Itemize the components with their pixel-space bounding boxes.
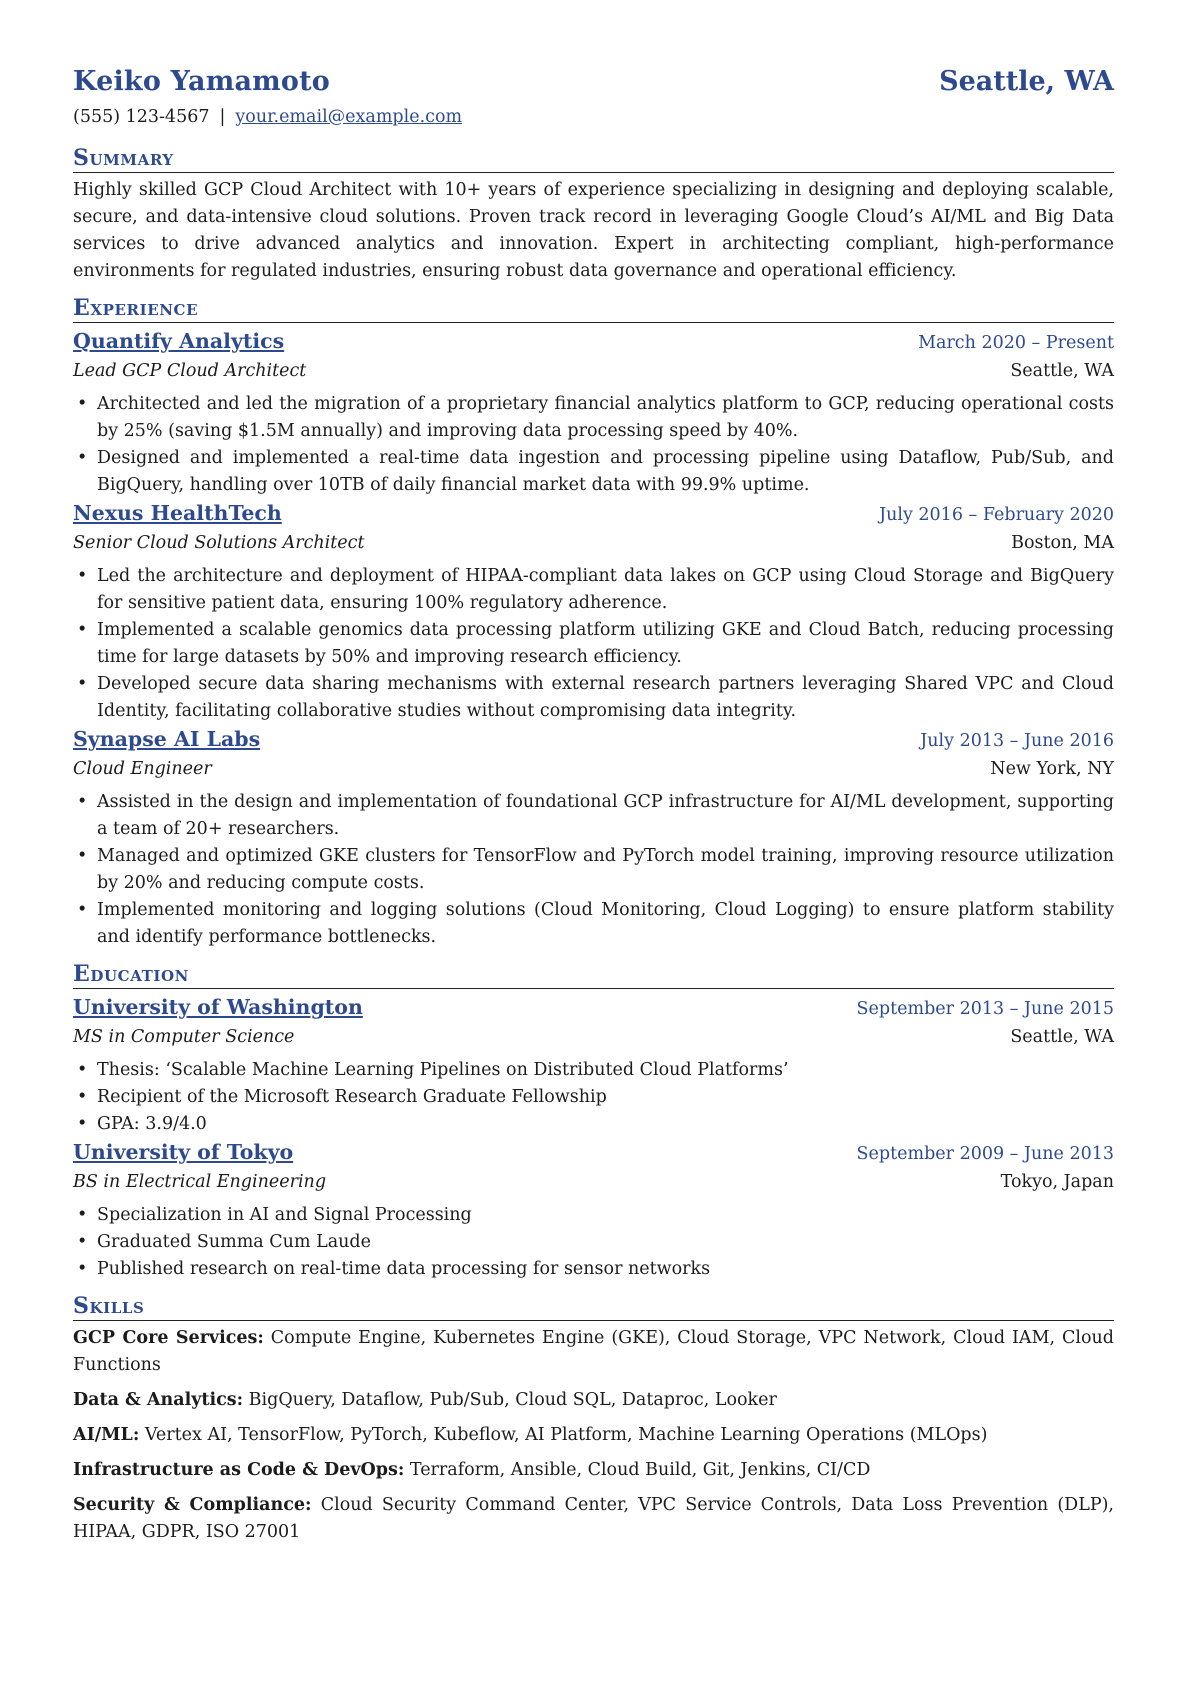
job-dates: July 2016 – February 2020 xyxy=(879,505,1114,525)
job-role: Cloud Engineer xyxy=(73,759,212,779)
skill-value: Vertex AI, TensorFlow, PyTorch, Kubeflow, AI Platform, Machine Learning Operations (MLOps) xyxy=(144,1425,988,1445)
skill-value: BigQuery, Dataflow, Pub/Sub, Cloud SQL, Dataproc, Looker xyxy=(248,1390,777,1410)
job-role: Lead GCP Cloud Architect xyxy=(73,361,307,381)
bullet-item: • Specialization in AI and Signal Processing xyxy=(73,1202,1114,1229)
email-link[interactable]: your.email@example.com xyxy=(235,107,463,127)
education-bullets xyxy=(73,1057,1114,1138)
skills-heading: Skills xyxy=(73,1292,1114,1321)
job-location: Boston, MA xyxy=(1011,533,1114,553)
school-link[interactable]: University of Washington xyxy=(73,995,363,1019)
bullet-item: • Designed and implemented a real-time data ingestion and processing pipeline using Dataflow, Pub/Sub, and BigQuery, handling over 10TB of daily financial market data with 99.9% uptime. xyxy=(73,445,1114,499)
skill-value: Cloud Security Command Center, VPC Service Controls, Data Loss Prevention (DLP), HIPAA, GDPR, ISO 27001 xyxy=(73,1495,1114,1542)
degree: MS in Computer Science xyxy=(73,1027,295,1047)
skill-value: Compute Engine, Kubernetes Engine (GKE), Cloud Storage, VPC Network, Cloud IAM, Cloud Functions xyxy=(73,1328,1114,1375)
education-heading: Education xyxy=(73,960,1114,989)
candidate-name: Keiko Yamamoto xyxy=(73,66,331,97)
job-role: Senior Cloud Solutions Architect xyxy=(73,533,365,553)
skill-value: Terraform, Ansible, Cloud Build, Git, Jenkins, CI/CD xyxy=(409,1460,871,1480)
skill-label: Data & Analytics: xyxy=(73,1390,244,1410)
school-dates: September 2009 – June 2013 xyxy=(856,1144,1114,1164)
education-entry xyxy=(73,993,1114,1138)
school-dates: September 2013 – June 2015 xyxy=(856,999,1114,1019)
skill-label: Security & Compliance: xyxy=(73,1495,312,1515)
job-bullets xyxy=(73,391,1114,499)
school-location: Seattle, WA xyxy=(1010,1027,1114,1047)
skill-label: GCP Core Services: xyxy=(73,1328,264,1348)
company-link[interactable]: Nexus HealthTech xyxy=(73,501,282,525)
job-location: New York, NY xyxy=(990,759,1114,779)
bullet-item: • Developed secure data sharing mechanisms with external research partners leveraging Shared VPC and Cloud Identity, facilitating collaborative studies without compromising data integrity. xyxy=(73,671,1114,725)
school-location: Tokyo, Japan xyxy=(1000,1172,1114,1192)
skill-line xyxy=(73,1457,1114,1484)
phone-number: (555) 123-4567 xyxy=(73,107,210,127)
skill-label: Infrastructure as Code & DevOps: xyxy=(73,1460,405,1480)
job-bullets xyxy=(73,789,1114,951)
bullet-item: • Managed and optimized GKE clusters for TensorFlow and PyTorch model training, improving resource utilization by 20% and reducing compute costs. xyxy=(73,843,1114,897)
bullet-item: • Recipient of the Microsoft Research Graduate Fellowship xyxy=(73,1084,1114,1111)
summary-text: Highly skilled GCP Cloud Architect with 10+ years of experience specializing in designing and deploying scalable, secure, and data-intensive cloud solutions. Proven track record in leveraging Google Cloud’s AI/ML and Big Data services to drive advanced analytics and innovation. Expert in architecting compliant, high-performance environments for regulated industries, ensuring robust data governance and operational efficiency. xyxy=(73,180,1114,281)
contact-line xyxy=(73,104,1114,130)
job-dates: July 2013 – June 2016 xyxy=(920,731,1114,751)
degree: BS in Electrical Engineering xyxy=(73,1172,327,1192)
job-bullets xyxy=(73,563,1114,725)
company-link[interactable]: Synapse AI Labs xyxy=(73,727,261,751)
bullet-item: • Implemented a scalable genomics data processing platform utilizing GKE and Cloud Batch, reducing processing time for large datasets by 50% and improving research efficiency. xyxy=(73,617,1114,671)
bullet-item: • Implemented monitoring and logging solutions (Cloud Monitoring, Cloud Logging) to ensure platform stability and identify performance bottlenecks. xyxy=(73,897,1114,951)
experience-heading: Experience xyxy=(73,294,1114,323)
education-entry xyxy=(73,1138,1114,1283)
bullet-item: • Architected and led the migration of a proprietary financial analytics platform to GCP, reducing operational costs by 25% (saving $1.5M annually) and improving data processing speed by 40%. xyxy=(73,391,1114,445)
contact-separator: | xyxy=(219,107,226,127)
candidate-location: Seattle, WA xyxy=(939,66,1114,97)
experience-entry xyxy=(73,725,1114,951)
skill-line xyxy=(73,1387,1114,1414)
company-link[interactable]: Quantify Analytics xyxy=(73,329,285,353)
experience-entry xyxy=(73,327,1114,499)
job-dates: March 2020 – Present xyxy=(918,333,1114,353)
experience-entry xyxy=(73,499,1114,725)
bullet-item: • Graduated Summa Cum Laude xyxy=(73,1229,1114,1256)
bullet-item: • Assisted in the design and implementation of foundational GCP infrastructure for AI/ML development, supporting a team of 20+ researchers. xyxy=(73,789,1114,843)
skill-line xyxy=(73,1492,1114,1546)
skill-line xyxy=(73,1422,1114,1449)
skill-label: AI/ML: xyxy=(73,1425,140,1445)
bullet-item: • Published research on real-time data processing for sensor networks xyxy=(73,1256,1114,1283)
bullet-item: • Thesis: ‘Scalable Machine Learning Pipelines on Distributed Cloud Platforms’ xyxy=(73,1057,1114,1084)
job-location: Seattle, WA xyxy=(1010,361,1114,381)
education-bullets xyxy=(73,1202,1114,1283)
bullet-item: • Led the architecture and deployment of HIPAA-compliant data lakes on GCP using Cloud Storage and BigQuery for sensitive patient data, ensuring 100% regulatory adherence. xyxy=(73,563,1114,617)
header xyxy=(73,62,1114,102)
school-link[interactable]: University of Tokyo xyxy=(73,1140,294,1164)
bullet-item: • GPA: 3.9/4.0 xyxy=(73,1111,1114,1138)
skill-line xyxy=(73,1325,1114,1379)
summary-heading: Summary xyxy=(73,144,1114,173)
